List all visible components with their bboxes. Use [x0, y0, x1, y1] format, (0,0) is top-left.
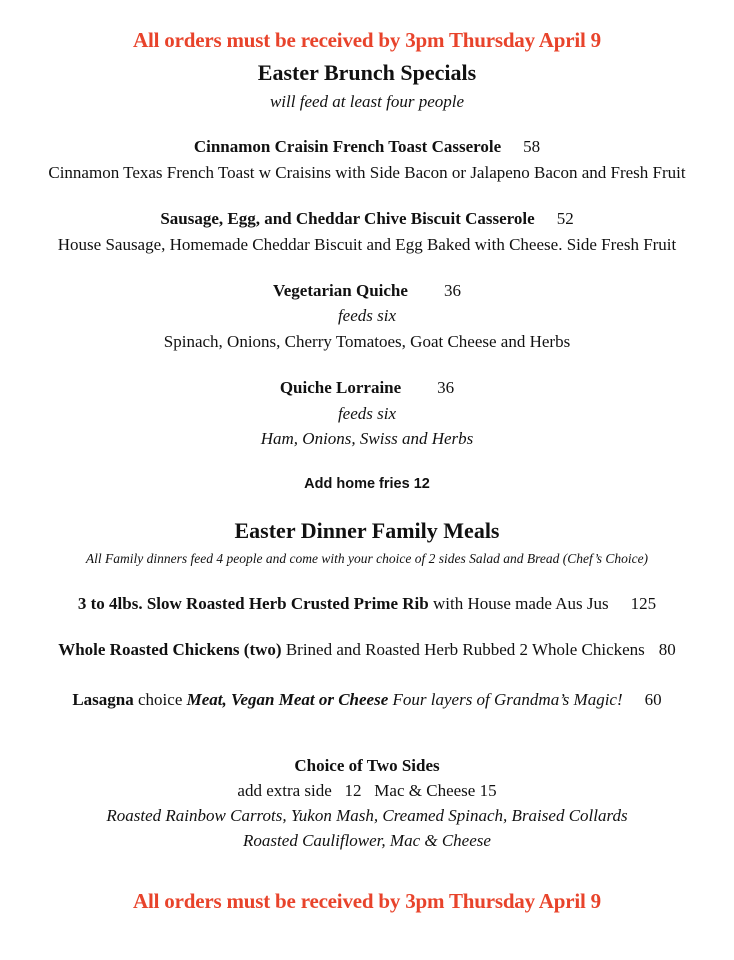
item-desc: Four layers of Grandma’s Magic!	[392, 690, 623, 709]
item-choice-word: choice	[138, 690, 183, 709]
item-options: Meat, Vegan Meat or Cheese	[186, 690, 389, 709]
item-name: Vegetarian Quiche	[273, 281, 408, 300]
dinner-subtitle: All Family dinners feed 4 people and come with your choice of 2 sides Salad and Bread (Chef’s Choice)	[85, 551, 649, 566]
item-french-toast-desc: Cinnamon Texas French Toast w Craisins with Side Bacon or Jalapeno Bacon and Fresh Fruit	[48, 163, 686, 182]
item-price: 36	[443, 281, 461, 300]
item-price: 80	[658, 640, 676, 659]
order-deadline-banner-top: All orders must be received by 3pm Thursday April 9	[133, 28, 601, 52]
item-desc: Brined and Roasted Herb Rubbed 2 Whole Chickens	[285, 640, 645, 659]
item-prime-rib	[0, 594, 734, 614]
item-vegetarian-quiche-desc: Spinach, Onions, Cherry Tomatoes, Goat Cheese and Herbs	[163, 332, 571, 351]
item-price: 36	[437, 378, 455, 397]
item-name: Lasagna	[72, 690, 134, 709]
item-name: Whole Roasted Chickens (two)	[58, 640, 282, 659]
item-biscuit-casserole-desc: House Sausage, Homemade Cheddar Biscuit and Egg Baked with Cheese. Side Fresh Fruit	[57, 235, 677, 254]
item-desc: with House made Aus Jus	[432, 594, 609, 613]
sides-list-line-2: Roasted Cauliflower, Mac & Cheese	[243, 831, 491, 850]
order-deadline-banner-bottom: All orders must be received by 3pm Thursday April 9	[133, 889, 601, 913]
item-name: 3 to 4lbs. Slow Roasted Herb Crusted Prime Rib	[77, 594, 429, 613]
item-lasagna	[0, 690, 734, 710]
dinner-title: Easter Dinner Family Meals	[234, 518, 500, 543]
item-name: Cinnamon Craisin French Toast Casserole	[193, 137, 502, 156]
item-french-toast	[0, 137, 734, 157]
item-price: 60	[644, 690, 662, 709]
brunch-title: Easter Brunch Specials	[257, 60, 477, 85]
item-quiche-lorraine-desc: Ham, Onions, Swiss and Herbs	[260, 429, 474, 448]
sides-extra: add extra side 12 Mac & Cheese 15	[237, 781, 497, 800]
item-quiche-lorraine-note: feeds six	[337, 404, 397, 423]
item-whole-chickens	[0, 640, 734, 660]
brunch-subtitle: will feed at least four people	[269, 92, 465, 111]
addon-home-fries: Add home fries 12	[304, 476, 430, 492]
item-name: Quiche Lorraine	[279, 378, 402, 397]
item-biscuit-casserole	[0, 209, 734, 229]
item-price: 52	[556, 209, 574, 228]
item-vegetarian-quiche-note: feeds six	[337, 306, 397, 325]
sides-list-line-1: Roasted Rainbow Carrots, Yukon Mash, Creamed Spinach, Braised Collards	[106, 806, 628, 825]
item-vegetarian-quiche	[0, 281, 734, 301]
item-price: 58	[523, 137, 541, 156]
item-quiche-lorraine	[0, 378, 734, 398]
sides-title: Choice of Two Sides	[294, 756, 440, 775]
item-price: 125	[630, 594, 657, 613]
item-name: Sausage, Egg, and Cheddar Chive Biscuit Casserole	[160, 209, 535, 228]
